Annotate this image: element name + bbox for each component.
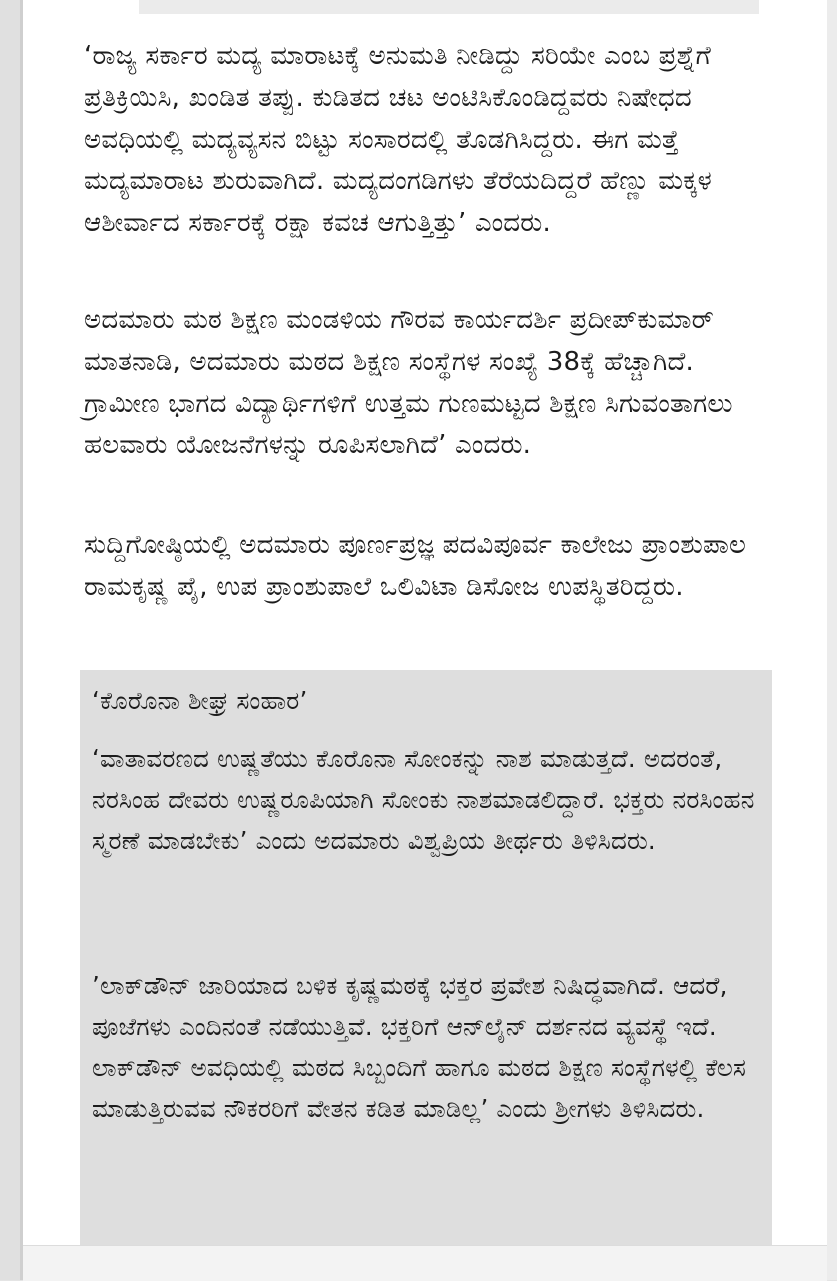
bottom-strip [23, 1245, 827, 1281]
article-paragraph-2: ಅದಮಾರು ಮಠ ಶಿಕ್ಷಣ ಮಂಡಳಿಯ ಗೌರವ ಕಾರ್ಯದರ್ಶಿ ಪ್ರದೀಪ್‌ಕುಮಾರ್ ಮಾತನಾಡಿ, ಅದಮಾರು ಮಠದ ಶಿಕ್ಷಣ ಸಂಸ್ಥೆಗಳ ಸಂಖ್ಯೆ 38ಕ್ಕೆ ಹೆಚ್ಚಾಗಿದೆ. ಗ್ರಾಮೀಣ ಭಾಗದ ವಿದ್ಯಾರ್ಥಿಗಳಿಗೆ ಉತ್ತಮ ಗುಣಮಟ್ಟದ ಶಿಕ್ಷಣ ಸಿಗುವಂತಾಗಲು ಹಲವಾರು ಯೋಜನೆಗಳನ್ನು ರೂಪಿಸಲಾಗಿದೆ’ ಎಂದರು. [84, 305, 733, 461]
article-paragraph-3: ಸುದ್ದಿಗೋಷ್ಠಿಯಲ್ಲಿ ಅದಮಾರು ಪೂರ್ಣಪ್ರಜ್ಞ ಪದವಿಪೂರ್ವ ಕಾಲೇಜು ಪ್ರಾಂಶುಪಾಲ ರಾಮಕೃಷ್ಣ ಪೈ, ಉಪ ಪ್ರಾಂಶುಪಾಲೆ ಒಲಿವಿಟಾ ಡಿಸೋಜ ಉಪಸ್ಥಿತರಿದ್ದರು. [84, 530, 747, 602]
left-frame [0, 0, 22, 1280]
quote-box-paragraph-1: ‘ವಾತಾವರಣದ ಉಷ್ಣತೆಯು ಕೊರೊನಾ ಸೋಂಕನ್ನು ನಾಶ ಮಾಡುತ್ತದೆ. ಅದರಂತೆ, ನರಸಿಂಹ ದೇವರು ಉಷ್ಣರೂಪಿಯಾಗಿ ಸೋಂಕು ನಾಶಮಾಡಲಿದ್ದಾರೆ. ಭಕ್ತರು ನರಸಿಂಹನ ಸ್ಮರಣೆ ಮಾಡಬೇಕು’ ಎಂದು ಅದಮಾರು ವಿಶ್ವಪ್ರಿಯ ತೀರ್ಥರು ತಿಳಿಸಿದರು. [92, 744, 755, 855]
right-frame [827, 0, 837, 1280]
top-strip [139, 0, 759, 14]
article-paragraph-1: ‘ರಾಜ್ಯ ಸರ್ಕಾರ ಮದ್ಯ ಮಾರಾಟಕ್ಕೆ ಅನುಮತಿ ನೀಡಿದ್ದು ಸರಿಯೇ ಎಂಬ ಪ್ರಶ್ನೆಗೆ ಪ್ರತಿಕ್ರಿಯಿಸಿ, ಖಂಡಿತ ತಪ್ಪು. ಕುಡಿತದ ಚಟ ಅಂಟಿಸಿಕೊಂಡಿದ್ದವರು ನಿಷೇಧದ ಅವಧಿಯಲ್ಲಿ ಮದ್ಯವ್ಯಸನ ಬಿಟ್ಟು ಸಂಸಾರದಲ್ಲಿ ತೊಡಗಿಸಿದ್ದರು. ಈಗ ಮತ್ತೆ ಮದ್ಯಮಾರಾಟ ಶುರುವಾಗಿದೆ. ಮದ್ಯದಂಗಡಿಗಳು ತೆರೆಯದಿದ್ದರೆ ಹೆಣ್ಣು ಮಕ್ಕಳ ಆಶೀರ್ವಾದ ಸರ್ಕಾರಕ್ಕೆ ರಕ್ಷಾ ಕವಚ ಆಗುತ್ತಿತ್ತು’ ಎಂದರು. [84, 41, 712, 239]
quote-box-title: ‘ಕೊರೊನಾ ಶೀಘ್ರ ಸಂಹಾರ’ [92, 686, 308, 715]
quote-box-paragraph-2: ’ಲಾಕ್‌ಡೌನ್ ಜಾರಿಯಾದ ಬಳಿಕ ಕೃಷ್ಣಮಠಕ್ಕೆ ಭಕ್ತರ ಪ್ರವೇಶ ನಿಷಿದ್ಧವಾಗಿದೆ. ಆದರೆ, ಪೂಜೆಗಳು ಎಂದಿನಂತೆ ನಡೆಯುತ್ತಿವೆ. ಭಕ್ತರಿಗೆ ಆನ್‌ಲೈನ್ ದರ್ಶನದ ವ್ಯವಸ್ಥೆ ಇದೆ. ಲಾಕ್‌ಡೌನ್ ಅವಧಿಯಲ್ಲಿ ಮಠದ ಸಿಬ್ಬಂದಿಗೆ ಹಾಗೂ ಮಠದ ಶಿಕ್ಷಣ ಸಂಸ್ಥೆಗಳಲ್ಲಿ ಕೆಲಸ ಮಾಡುತ್ತಿರುವವ ನೌಕರರಿಗೆ ವೇತನ ಕಡಿತ ಮಾಡಿಲ್ಲ’ ಎಂದು ಶ್ರೀಗಳು ತಿಳಿಸಿದರು. [92, 971, 747, 1123]
